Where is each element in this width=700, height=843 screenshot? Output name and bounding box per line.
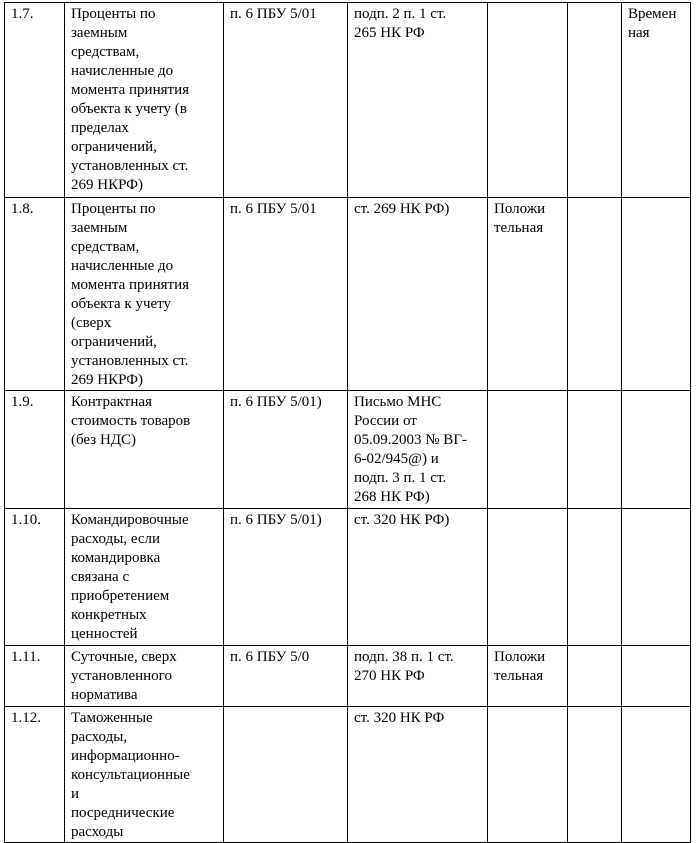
empty-cell	[568, 3, 622, 198]
tax-code-reference: ст. 320 НК РФ	[354, 710, 445, 726]
table-row	[5, 646, 691, 707]
difference-kind-cell	[622, 3, 691, 198]
row-number: 1.12.	[11, 710, 41, 726]
difference-type-cell	[488, 198, 568, 391]
empty-cell	[568, 646, 622, 707]
description-cell	[65, 3, 224, 198]
row-description: Проценты по заемным средствам, начисленные до момента принятия объекта к учету (в пределах ограничений, установленных ст. 269 НКРФ)	[71, 6, 189, 193]
empty-cell	[568, 391, 622, 509]
row-description: Таможенные расходы, информационно- консультационные и посреднические расходы	[71, 710, 190, 840]
tax-code-reference: ст. 320 НК РФ)	[354, 512, 450, 528]
difference-type-cell	[488, 509, 568, 646]
pbu-reference-cell	[224, 391, 348, 509]
difference-type-cell	[488, 3, 568, 198]
tax-code-reference: подп. 38 п. 1 ст. 270 НК РФ	[354, 649, 454, 684]
row-description: Суточные, сверх установленного норматива	[71, 649, 177, 703]
pbu-reference: п. 6 ПБУ 5/0	[230, 649, 310, 665]
pbu-reference: п. 6 ПБУ 5/01)	[230, 512, 322, 528]
pbu-reference-cell	[224, 646, 348, 707]
row-number-cell	[5, 646, 65, 707]
row-number: 1.11.	[11, 649, 41, 665]
difference-type: Положи тельная	[494, 649, 546, 684]
difference-kind-cell	[622, 646, 691, 707]
row-number-cell	[5, 3, 65, 198]
row-number: 1.7.	[11, 6, 34, 22]
row-number-cell	[5, 707, 65, 843]
row-number: 1.9.	[11, 394, 34, 410]
table-row	[5, 3, 691, 198]
row-number-cell	[5, 198, 65, 391]
tax-code-reference-cell	[348, 646, 488, 707]
tax-code-reference-cell	[348, 3, 488, 198]
difference-kind: Времен ная	[628, 6, 677, 41]
tax-code-reference-cell	[348, 707, 488, 843]
table-row	[5, 198, 691, 391]
row-description: Командировочные расходы, если командировка связана с приобретением конкретных ценностей	[71, 512, 189, 642]
row-description: Контрактная стоимость товаров (без НДС)	[71, 394, 191, 448]
tax-code-reference-cell	[348, 198, 488, 391]
tax-code-reference: подп. 2 п. 1 ст. 265 НК РФ	[354, 6, 447, 41]
row-number: 1.10.	[11, 512, 41, 528]
tax-code-reference: ст. 269 НК РФ)	[354, 201, 450, 217]
description-cell	[65, 707, 224, 843]
empty-cell	[568, 198, 622, 391]
difference-type-cell	[488, 391, 568, 509]
description-cell	[65, 198, 224, 391]
row-number: 1.8.	[11, 201, 34, 217]
tax-code-reference-cell	[348, 391, 488, 509]
difference-kind-cell	[622, 707, 691, 843]
difference-type-cell	[488, 707, 568, 843]
document-table	[4, 2, 691, 843]
difference-kind-cell	[622, 198, 691, 391]
row-number-cell	[5, 509, 65, 646]
pbu-reference-cell	[224, 3, 348, 198]
row-number-cell	[5, 391, 65, 509]
empty-cell	[568, 707, 622, 843]
pbu-reference: п. 6 ПБУ 5/01	[230, 201, 317, 217]
description-cell	[65, 509, 224, 646]
difference-kind-cell	[622, 509, 691, 646]
pbu-reference: п. 6 ПБУ 5/01)	[230, 394, 322, 410]
pbu-reference-cell	[224, 707, 348, 843]
row-description: Проценты по заемным средствам, начисленные до момента принятия объекта к учету (сверх ограничений, установленных ст. 269 НКРФ)	[71, 201, 189, 388]
pbu-reference: п. 6 ПБУ 5/01	[230, 6, 317, 22]
difference-type: Положи тельная	[494, 201, 546, 236]
description-cell	[65, 646, 224, 707]
pbu-reference-cell	[224, 198, 348, 391]
description-cell	[65, 391, 224, 509]
table-row	[5, 391, 691, 509]
table-row	[5, 509, 691, 646]
table-row	[5, 707, 691, 843]
pbu-reference-cell	[224, 509, 348, 646]
difference-type-cell	[488, 646, 568, 707]
empty-cell	[568, 509, 622, 646]
tax-code-reference-cell	[348, 509, 488, 646]
tax-code-reference: Письмо МНС России от 05.09.2003 № ВГ- 6-02/945@) и подп. 3 п. 1 ст. 268 НК РФ)	[354, 394, 467, 505]
difference-kind-cell	[622, 391, 691, 509]
